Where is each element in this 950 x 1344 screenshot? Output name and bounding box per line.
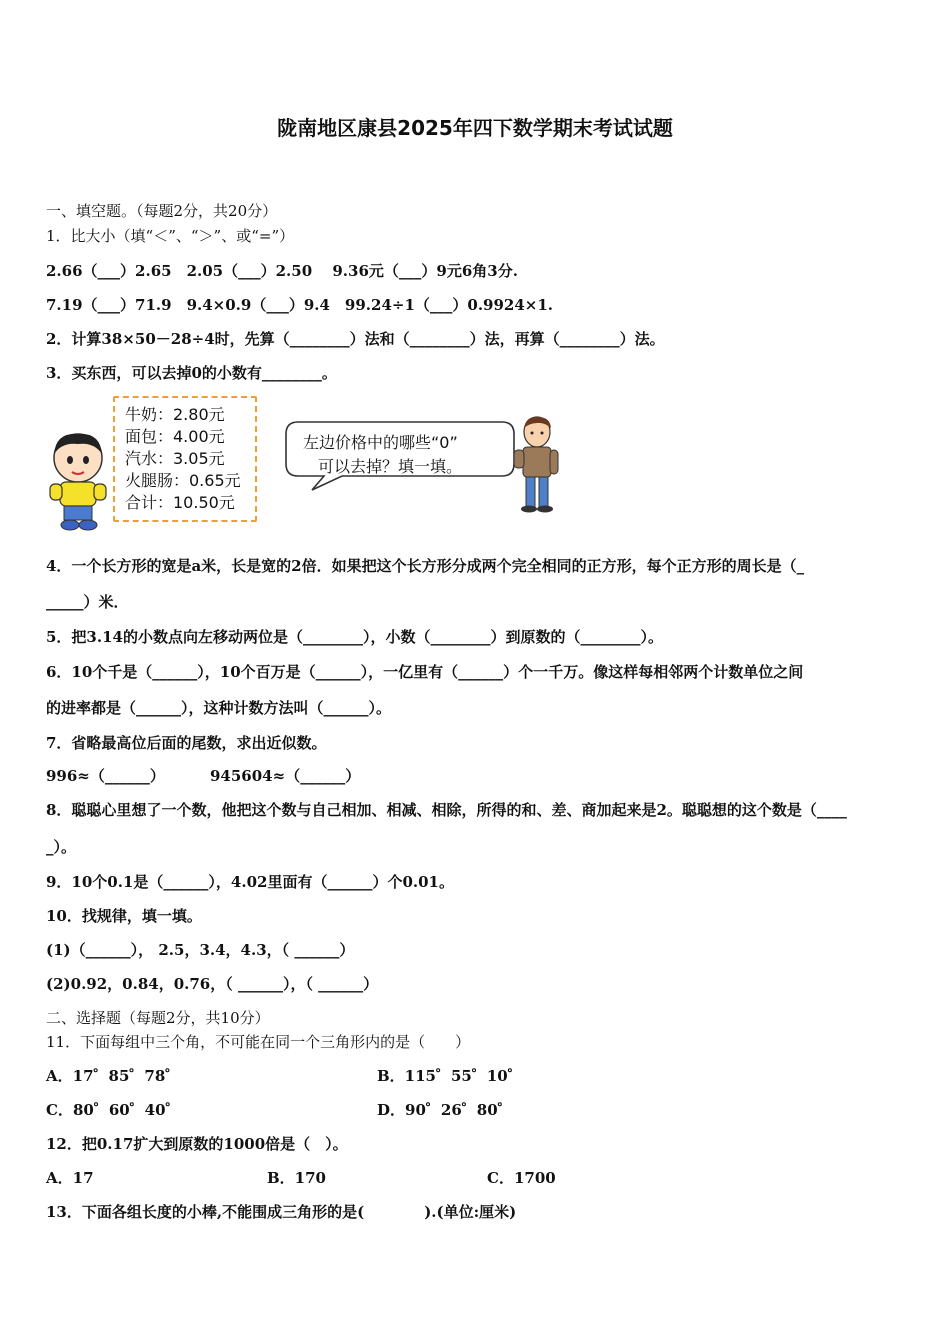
question-1-stem: 1．比大小（填“＜”、“＞”、或“=”） xyxy=(46,227,295,245)
question-6-line-2: 的进率都是（______），这种计数方法叫（______）。 xyxy=(46,699,392,717)
question-1-row-1: 2.66（___）2.65 2.05（___）2.50 9.36元（___）9元6角3分. xyxy=(46,262,518,280)
question-12-stem: 12．把0.17扩大到原数的1000倍是（ ）。 xyxy=(46,1135,348,1153)
question-4-line-2: _____）米． xyxy=(46,593,129,611)
price-total: 合计：10.50元 xyxy=(125,493,235,512)
question-10-stem: 10．找规律，填一填。 xyxy=(46,907,202,925)
page-title: 陇南地区康县2025年四下数学期末考试试题 xyxy=(277,116,673,140)
question-7-stem: 7．省略最高位后面的尾数，求出近似数。 xyxy=(46,734,327,752)
section-heading-choice: 二、选择题（每题2分，共10分） xyxy=(46,1009,270,1027)
question-4-line-1: 4．一个长方形的宽是a米，长是宽的2倍．如果把这个长方形分成两个完全相同的正方形，每个正方形的周长是（_ xyxy=(46,557,805,575)
teacher-illustration xyxy=(510,414,560,514)
question-2: 2．计算38×50－28÷4时，先算（________）法和（________）法，再算（________）法。 xyxy=(46,330,665,348)
question-7-b: 945604≈（______） xyxy=(210,767,361,785)
question-6-line-1: 6．10个千是（______），10个百万是（______），一亿里有（______）个一千万。像这样每相邻两个计数单位之间 xyxy=(46,663,804,681)
price-item-sausage: 火腿肠：0.65元 xyxy=(125,471,241,490)
question-9: 9．10个0.1是（______），4.02里面有（______）个0.01。 xyxy=(46,873,454,891)
question-7-a: 996≈（______） xyxy=(46,767,165,785)
question-11-stem: 11．下面每组中三个角，不可能在同一个三角形内的是（ ） xyxy=(46,1033,471,1051)
bubble-line-1: 左边价格中的哪些“0” xyxy=(303,433,458,452)
price-item-milk: 牛奶：2.80元 xyxy=(125,405,225,424)
price-item-bread: 面包：4.00元 xyxy=(125,427,225,446)
bubble-line-2: 可以去掉？填一填。 xyxy=(318,457,463,476)
question-11-option-c: C．80゜60゜40゜ xyxy=(46,1101,181,1119)
price-list xyxy=(113,396,257,522)
question-11-option-a: A．17゜85゜78゜ xyxy=(46,1067,181,1085)
question-8-line-2: _）。 xyxy=(46,838,77,856)
question-10-row-1: (1)（______）， 2.5，3.4，4.3，（ ______） xyxy=(46,941,355,959)
question-8-line-1: 8．聪聪心里想了一个数，他把这个数与自己相加、相减、相除，所得的和、差、商加起来是2。聪聪想的这个数是（____ xyxy=(46,801,847,819)
question-10-row-2: (2)0.92，0.84，0.76，（ ______），（ ______） xyxy=(46,975,379,993)
question-11-option-b: B．115゜55゜10゜ xyxy=(377,1067,523,1085)
question-5: 5．把3.14的小数点向左移动两位是（________），小数（________）到原数的（________）。 xyxy=(46,628,663,646)
question-13-stem: 13．下面各组长度的小棒,不能围成三角形的是( ).(单位:厘米) xyxy=(46,1203,517,1221)
question-11-option-d: D．90゜26゜80゜ xyxy=(377,1101,513,1119)
section-heading-fill-blank: 一、填空题。（每题2分，共20分） xyxy=(46,202,278,220)
question-12-option-a: A．17 xyxy=(46,1169,94,1187)
price-item-soda: 汽水：3.05元 xyxy=(125,449,225,468)
question-1-row-2: 7.19（___）71.9 9.4×0.9（___）9.4 99.24÷1（___）0.9924×1. xyxy=(46,296,554,314)
question-12-option-b: B．170 xyxy=(267,1169,326,1187)
boy-illustration xyxy=(48,428,112,532)
question-12-option-c: C．1700 xyxy=(487,1169,556,1187)
question-3: 3．买东西，可以去掉0的小数有________。 xyxy=(46,364,337,382)
